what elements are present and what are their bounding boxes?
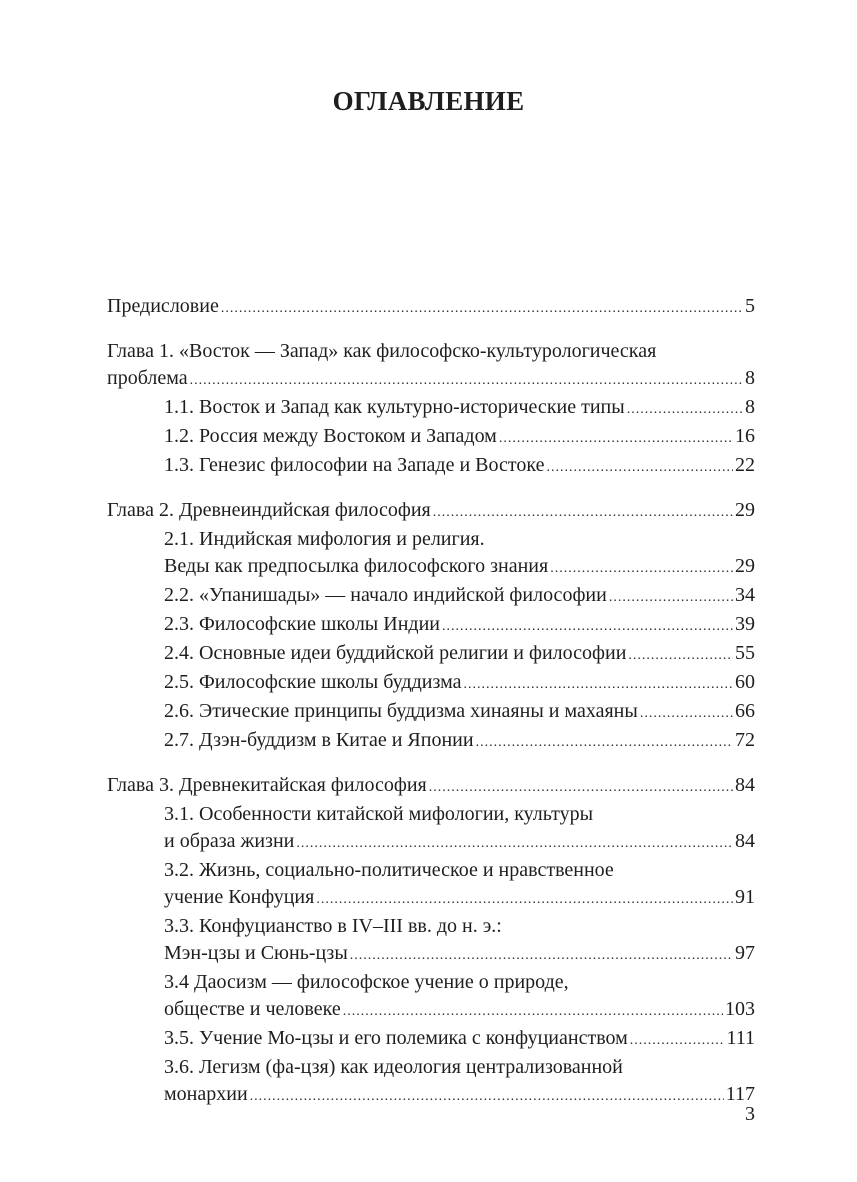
toc-entry-title: 1.3. Генезис философии на Западе и Востоке [164, 454, 545, 476]
toc-entry-line[interactable] [107, 338, 755, 365]
toc-entry-title: 3.3. Конфуцианство в IV–III вв. до н. э.: [164, 915, 502, 937]
toc-entry[interactable] [107, 293, 755, 322]
toc-entry-title: 2.5. Философские школы буддизма [164, 671, 462, 693]
toc-entry-title-cont: обществе и человеке [164, 998, 341, 1020]
leader-dots [609, 584, 733, 611]
toc-entry-page: 111 [726, 1027, 755, 1049]
toc-entry-page: 60 [735, 671, 755, 693]
toc-entry-title: 2.2. «Упанишады» — начало индийской философии [164, 584, 607, 606]
toc-subentry[interactable] [107, 452, 755, 481]
toc-subentry[interactable] [107, 828, 755, 857]
toc-subentry[interactable] [107, 996, 755, 1025]
toc-chapter-1 [107, 338, 755, 481]
toc-subentry[interactable] [107, 1081, 755, 1110]
toc-entry-title: 2.4. Основные идеи буддийской религии и философии [164, 642, 627, 664]
toc-entry-title: 2.6. Этические принципы буддизма хинаяны и махаяны [164, 700, 638, 722]
toc-subentry[interactable] [107, 553, 755, 582]
toc-subentry[interactable] [107, 884, 755, 913]
toc-entry-title: 2.7. Дзэн-буддизм в Китае и Японии [164, 729, 474, 751]
toc-subentry[interactable] [107, 394, 755, 423]
toc-entry-title: 2.1. Индийская мифология и религия. [164, 528, 485, 550]
leader-dots [250, 1083, 724, 1110]
toc-entry-page: 29 [735, 555, 755, 577]
toc-entry-title: 2.3. Философские школы Индии [164, 613, 440, 635]
chapter-title: Глава 3. Древнекитайская философия [107, 774, 427, 796]
leader-dots [429, 774, 733, 801]
toc-entry-title: 1.1. Восток и Запад как культурно-исторические типы [164, 396, 625, 418]
leader-dots [550, 555, 733, 582]
toc-subentry-line[interactable] [107, 969, 755, 996]
leader-dots [296, 830, 733, 857]
leader-dots [442, 613, 733, 640]
toc-entry[interactable] [107, 497, 755, 526]
toc-subentry-line[interactable] [107, 913, 755, 940]
toc-entry-page: 84 [735, 830, 755, 852]
toc-entry-title: 3.5. Учение Мо-цзы и его полемика с конфуцианством [164, 1027, 628, 1049]
toc-entry-title-cont: и образа жизни [164, 830, 295, 852]
leader-dots [221, 295, 743, 322]
toc-entry-title: 3.1. Особенности китайской мифологии, культуры [164, 803, 594, 825]
toc-entry[interactable] [107, 365, 755, 394]
toc-entry-page: 8 [745, 367, 755, 389]
toc-subentry[interactable] [107, 669, 755, 698]
toc-subentry[interactable] [107, 640, 755, 669]
toc-subentry-line[interactable] [107, 1054, 755, 1081]
leader-dots [350, 942, 733, 969]
leader-dots [627, 396, 743, 423]
toc-subentry[interactable] [107, 423, 755, 452]
leader-dots [463, 671, 733, 698]
leader-dots [628, 642, 733, 669]
toc-subentry[interactable] [107, 698, 755, 727]
toc-entry-page: 91 [735, 886, 755, 908]
toc-subentry[interactable] [107, 727, 755, 756]
toc-subentry[interactable] [107, 940, 755, 969]
toc-entry-title: 3.2. Жизнь, социально-политическое и нравственное [164, 859, 614, 881]
toc-subentry-line[interactable] [107, 801, 755, 828]
toc-entry-page: 117 [725, 1083, 755, 1105]
leader-dots [343, 998, 723, 1025]
table-of-contents [107, 293, 755, 1110]
toc-entry-title-cont: монархии [164, 1083, 248, 1105]
toc-entry-page: 84 [735, 774, 755, 796]
toc-entry-title: 3.6. Легизм (фа-цзя) как идеология централизованной [164, 1056, 623, 1078]
toc-preface [107, 293, 755, 322]
leader-dots [476, 729, 733, 756]
toc-entry-title-cont: учение Конфуция [164, 886, 315, 908]
toc-entry-page: 72 [735, 729, 755, 751]
leader-dots [630, 1027, 725, 1054]
toc-entry-page: 66 [735, 700, 755, 722]
toc-entry-page: 34 [735, 584, 755, 606]
leader-dots [433, 499, 733, 526]
toc-entry-page: 16 [735, 425, 755, 447]
toc-subentry-line[interactable] [107, 526, 755, 553]
leader-dots [640, 700, 733, 727]
toc-entry-title-cont: Веды как предпосылка философского знания [164, 555, 549, 577]
toc-entry-page: 29 [735, 499, 755, 521]
page-number: 3 [745, 1103, 755, 1125]
toc-entry-title-cont: Мэн-цзы и Сюнь-цзы [164, 942, 348, 964]
toc-subentry-line[interactable] [107, 857, 755, 884]
toc-subentry[interactable] [107, 582, 755, 611]
toc-entry-page: 5 [745, 295, 755, 317]
toc-entry-title: 1.2. Россия между Востоком и Западом [164, 425, 497, 447]
leader-dots [316, 886, 733, 913]
toc-entry[interactable] [107, 772, 755, 801]
page-title: ОГЛАВЛЕНИЕ [332, 86, 525, 116]
toc-entry-page: 97 [735, 942, 755, 964]
chapter-title-cont: проблема [107, 367, 188, 389]
toc-entry-page: 39 [735, 613, 755, 635]
toc-entry-title: 3.4 Даосизм — философское учение о природе, [164, 971, 569, 993]
chapter-title: Глава 1. «Восток — Запад» как философско-культурологическая [107, 340, 657, 362]
toc-entry-page: 103 [725, 998, 755, 1020]
toc-subentry[interactable] [107, 1025, 755, 1054]
leader-dots [546, 454, 733, 481]
toc-entry-title: Предисловие [107, 295, 219, 317]
toc-subentry[interactable] [107, 611, 755, 640]
toc-chapter-2 [107, 497, 755, 756]
leader-dots [190, 367, 743, 394]
toc-chapter-3 [107, 772, 755, 1110]
toc-entry-page: 55 [735, 642, 755, 664]
toc-entry-page: 8 [745, 396, 755, 418]
toc-entry-page: 22 [735, 454, 755, 476]
chapter-title: Глава 2. Древнеиндийская философия [107, 499, 431, 521]
leader-dots [499, 425, 733, 452]
